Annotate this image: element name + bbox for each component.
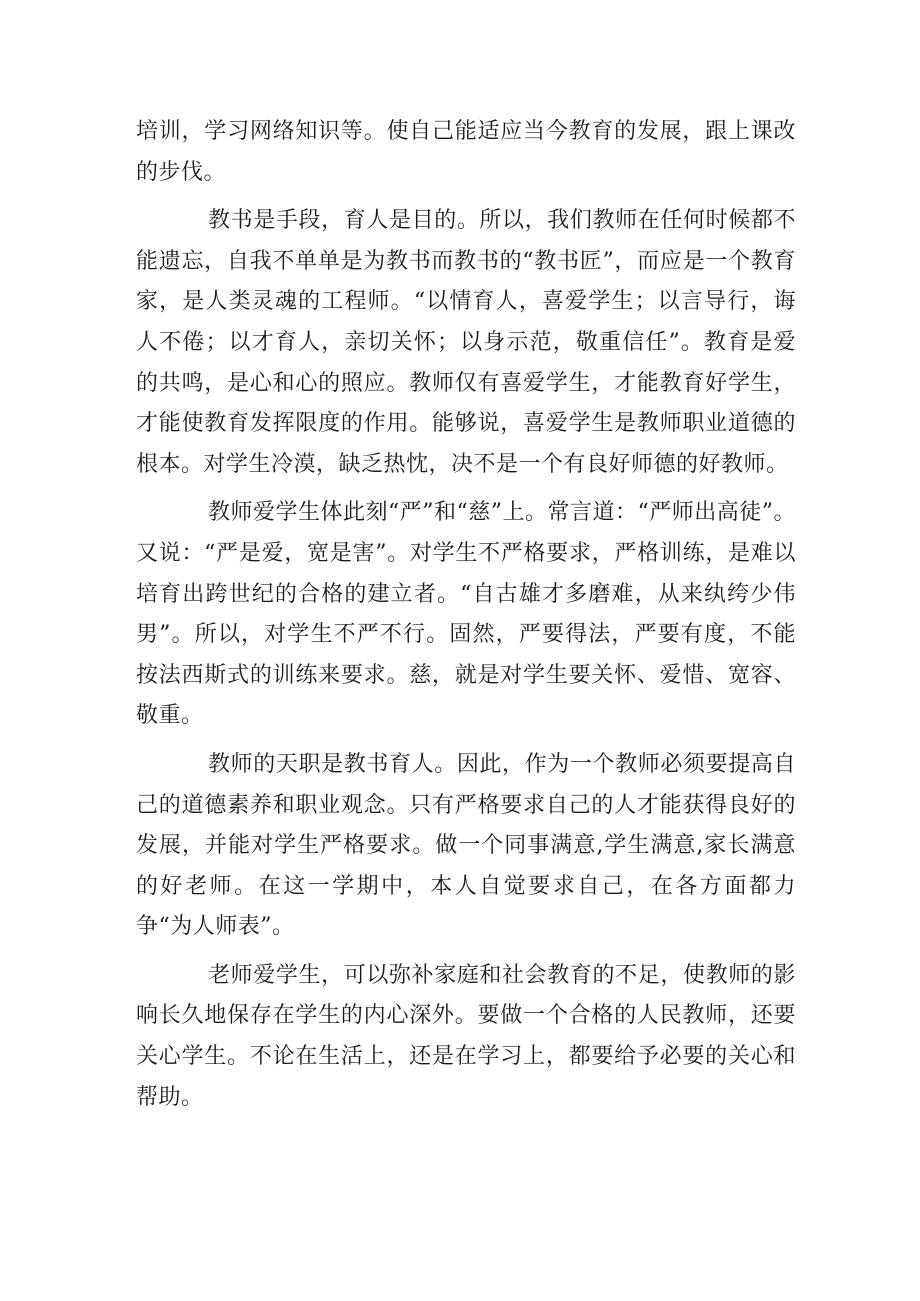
paragraph-5: 老师爱学生，可以弥补家庭和社会教育的不足，使教师的影响长久地保存在学生的内心深外。要做一个合格的人民教师，还要关心学生。不论在生活上，还是在学习上，都要给予必要的关心和帮助。	[136, 962, 796, 1110]
paragraph-1: 培训，学习网络知识等。使自己能适应当今教育的发展，跟上课改的步伐。	[136, 119, 796, 185]
paragraph-2: 教书是手段，育人是目的。所以，我们教师在任何时候都不能遗忘，自我不单单是为教书而教书的“教书匠”，而应是一个教育家，是人类灵魂的工程师。“以情育人，喜爱学生；以言导行，诲人不倦；以才育人，亲切关怀；以身示范，敬重信任”。教育是爱的共鸣，是心和心的照应。教师仅有喜爱学生，才能教育好学生，才能使教育发挥限度的作用。能够说，喜爱学生是教师职业道德的根本。对学生冷漠，缺乏热忱，决不是一个有良好师德的好教师。	[136, 208, 796, 477]
paragraph-4: 教师的天职是教书育人。因此，作为一个教师必须要提高自己的道德素养和职业观念。只有严格要求自己的人才能获得良好的发展，并能对学生严格要求。做一个同事满意,学生满意,家长满意的好老师。在这一学期中，本人自觉要求自己，在各方面都力争“为人师表”。	[136, 751, 796, 940]
document-body	[136, 112, 796, 1118]
paragraph-3: 教师爱学生体此刻“严”和“慈”上。常言道：“严师出高徒”。又说：“严是爱，宽是害”。对学生不严格要求，严格训练，是难以培育出跨世纪的合格的建立者。“自古雄才多磨难，从来纨绔少伟男”。所以，对学生不严不行。固然，严要得法，严要有度，不能按法西斯式的训练来要求。慈，就是对学生要关怀、爱惜、宽容、敬重。	[136, 500, 796, 729]
